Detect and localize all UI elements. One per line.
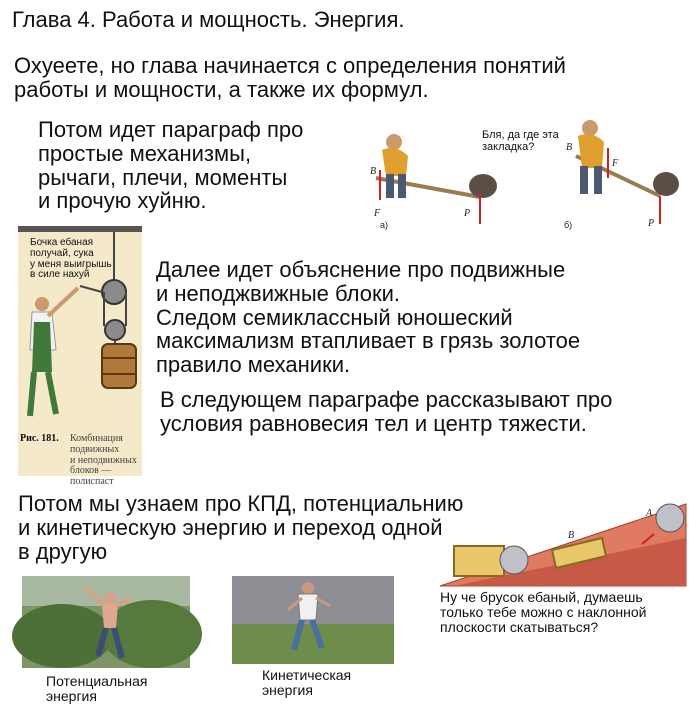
blocks-text: Далее идет объяснение про подвижные и неподжвижные блоки. Следом семиклассный юношеский максимализм втапливает в грязь золотое правило механики. (156, 257, 581, 377)
lever-label-p-left: P⃗ (464, 208, 478, 219)
intro-text: Охуеете, но глава начинается с определения понятий работы и мощности, а также их формул. (14, 53, 566, 102)
balance-text: В следующем параграфе рассказывают про условия равновесия тел и центр тяжести. (160, 387, 613, 436)
pulley-speech: Бочка ебаная получай, сука у меня выигрышь в силе нахуй (30, 237, 112, 281)
ramp-label-b: B (568, 530, 575, 541)
lever-label-f-right: F⃗ (612, 158, 626, 169)
lever-label-b-left: B (370, 166, 377, 177)
lever-speech: Бля, да где эта закладка? (482, 129, 559, 153)
mechanisms-text: Потом идет параграф про простые механизмы, рычаги, плечи, моменты и прочую хуйню. (38, 117, 304, 214)
lever-label-b2: б) (564, 220, 573, 230)
lever-scene-b (564, 120, 679, 230)
lever-label-f-left: F⃗ (374, 208, 388, 219)
kinetic-energy-photo (232, 576, 394, 664)
pulley-caption: Комбинация подвижных и неподвижных блоков — полиспаст (70, 433, 137, 488)
ramp-figure (434, 498, 690, 590)
kinetic-energy-caption: Кинетическая энергия (262, 667, 352, 699)
page-title: Глава 4. Работа и мощность. Энергия. (12, 7, 405, 32)
lever-scene-a (370, 134, 497, 230)
ramp-speech: Ну че брусок ебаный, думаешь только тебе можно с наклонной плоскости скатываться? (440, 589, 647, 636)
lever-label-a: а) (380, 220, 389, 230)
lever-label-b-right: B (566, 142, 573, 153)
ramp-label-a: A (646, 508, 653, 519)
potential-energy-caption: Потенциальная энергия (46, 673, 148, 705)
lever-label-p-right: P⃗ (648, 218, 662, 229)
potential-energy-photo (22, 576, 190, 668)
lever-figure (368, 112, 690, 242)
pulley-figure (18, 226, 142, 488)
energy-text: Потом мы узнаем про КПД, потенциальнию и кинетическую энергию и переход одной в другую (18, 491, 464, 564)
pulley-caption-bold: Рис. 181. (20, 433, 59, 444)
